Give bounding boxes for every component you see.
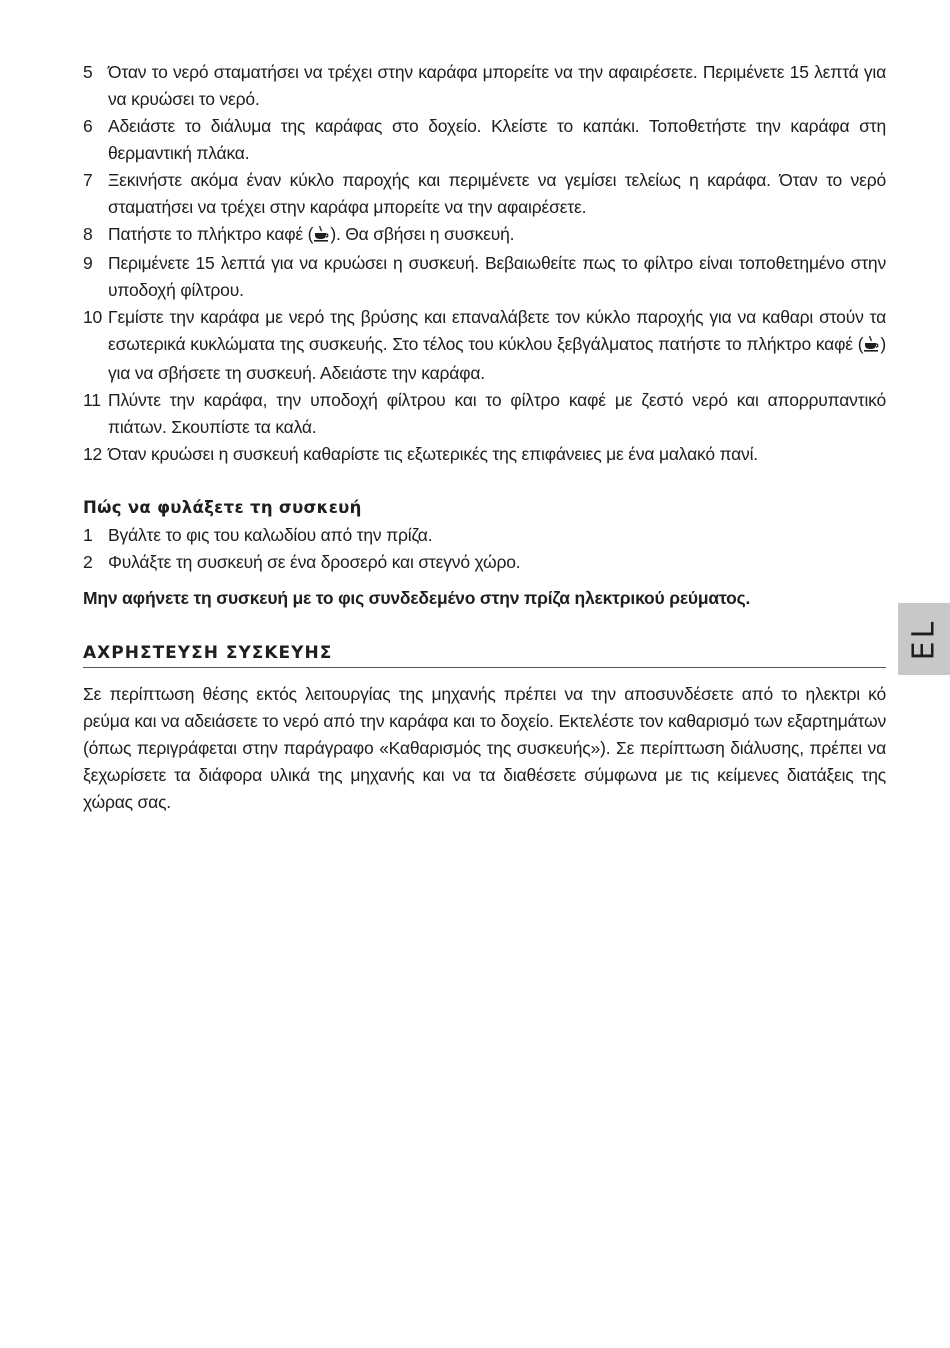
step-number: 10: [83, 307, 103, 327]
step-number: 6: [83, 116, 93, 136]
step-text: Φυλάξτε τη συσκευή σε ένα δροσερό και στεγνό χώρο.: [108, 552, 521, 572]
step-number: 12: [83, 444, 103, 464]
list-item: [83, 250, 886, 304]
language-tab: [898, 603, 950, 675]
step-text: Όταν κρυώσει η συσκευή καθαρίστε τις εξωτερικές της επιφάνειες με ένα μαλακό πανί.: [108, 444, 758, 464]
step-text: Ξεκινήστε ακόμα έναν κύκλο παροχής και περιμένετε να γεμίσει τελείως η καράφα. Όταν το νερό σταματήσει να τρέχει στην καράφα μπορείτε να την αφαιρέσετε.: [108, 170, 886, 217]
list-item: [83, 113, 886, 167]
list-item: [83, 304, 886, 387]
step-text-after: ) για να σβήσετε τη συσκευή. Αδειάστε την καράφα.: [108, 334, 886, 383]
page-content: [83, 59, 886, 834]
step-number: 1: [83, 525, 93, 545]
step-text: [108, 304, 886, 387]
step-text-after: ). Θα σβήσει η συσκευή.: [330, 224, 515, 244]
coffee-cup-icon: [314, 223, 329, 250]
list-item: [83, 549, 886, 576]
language-tab-label: EL: [906, 618, 942, 660]
step-number: 2: [83, 552, 93, 572]
step-text: Αδειάστε το διάλυμα της καράφας στο δοχείο. Κλείστε το καπάκι. Τοποθετήστε την καράφα στη θερμαντική πλάκα.: [108, 116, 886, 163]
step-number: 11: [83, 390, 101, 410]
list-item: [83, 221, 886, 250]
step-text: Περιμένετε 15 λεπτά για να κρυώσει η συσκευή. Βεβαιωθείτε πως το φίλτρο είναι τοποθετημένο στην υποδοχή φίλτρου.: [108, 253, 886, 300]
storage-steps-list: [83, 522, 886, 576]
list-item: [83, 387, 886, 441]
coffee-cup-icon: [864, 333, 879, 360]
step-number: 8: [83, 224, 93, 244]
cleaning-steps-list: [83, 59, 886, 468]
step-text: [108, 221, 886, 250]
list-item: [83, 59, 886, 113]
step-text: Όταν το νερό σταματήσει να τρέχει στην καράφα μπορείτε να την αφαιρέσετε. Περιμένετε 15 λεπτά για να κρυώσει το νερό.: [108, 62, 886, 109]
disposal-heading-block: [83, 642, 886, 668]
list-item: [83, 522, 886, 549]
step-text-before: Γεμίστε την καράφα με νερό της βρύσης και επαναλάβετε τον κύκλο παροχής για να καθαρι στούν τα εσωτερικά κυκλώματα της συσκευής. Στο τέλος του κύκλου ξεβγάλματος πατήστε το πλήκτρο καφέ (: [108, 307, 886, 354]
storage-warning: Μην αφήνετε τη συσκευή με το φις συνδεδεμένο στην πρίζα ηλεκτρικού ρεύματος.: [83, 588, 751, 608]
step-text-before: Πατήστε το πλήκτρο καφέ (: [108, 224, 314, 244]
disposal-heading: ΑΧΡΗΣΤΕΥΣΗ ΣΥΣΚΕΥΗΣ: [83, 643, 333, 663]
list-item: [83, 441, 886, 468]
disposal-paragraph: Σε περίπτωση θέσης εκτός λειτουργίας της μηχανής πρέπει να την αποσυνδέσετε από το ηλεκτρι κό ρεύμα και να αδειάσετε το νερό από την καράφα και το δοχείο. Εκτελέστε τον καθαρισμό των εξαρτημάτων (όπως περιγράφεται στην παράγραφο «Καθαρισμός της συσκευής»). Σε περίπτωση διάλυσης, πρέπει να ξεχωρίσετε τα διάφορα υλικά της μηχανής και να τα διαθέσετε σύμφωνα με τις κείμενες διατάξεις της χώρας σας.: [83, 684, 886, 812]
step-text: Πλύντε την καράφα, την υποδοχή φίλτρου και το φίλτρο καφέ με ζεστό νερό και απορρυπαντικό πιάτων. Σκουπίστε τα καλά.: [108, 390, 886, 437]
step-number: 7: [83, 170, 93, 190]
step-number: 5: [83, 62, 93, 82]
storage-heading: Πώς να φυλάξετε τη συσκευή: [83, 498, 362, 517]
step-number: 9: [83, 253, 93, 273]
step-text: Βγάλτε το φις του καλωδίου από την πρίζα.: [108, 525, 433, 545]
list-item: [83, 167, 886, 221]
